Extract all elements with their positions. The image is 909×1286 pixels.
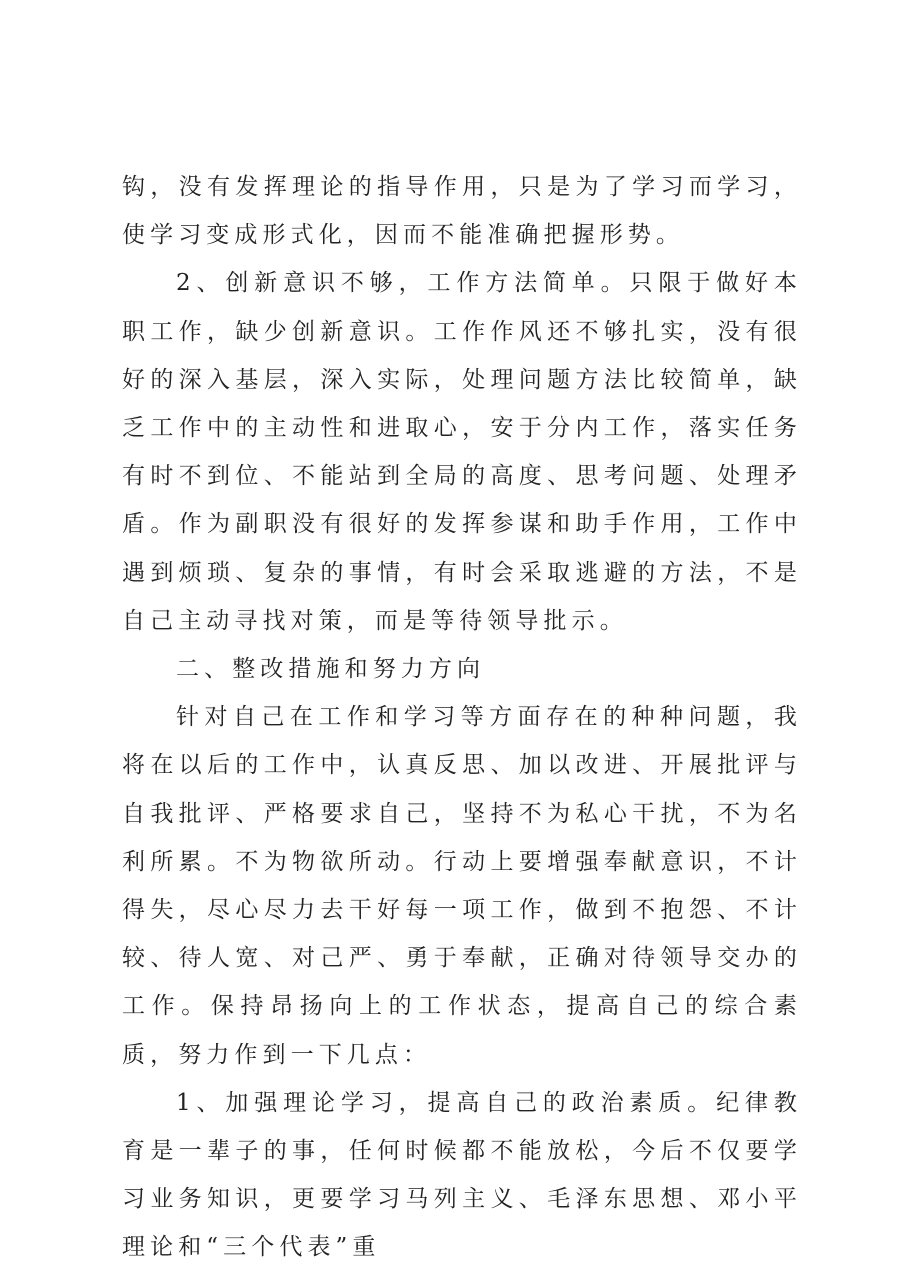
paragraph-continuation: 钩，没有发挥理论的指导作用，只是为了学习而学习，使学习变成形式化，因而不能准确把握形势。 xyxy=(122,174,802,249)
document-body xyxy=(122,163,802,1272)
paragraph-theory-study: 1、加强理论学习，提高自己的政治素质。纪律教育是一辈子的事，任何时候都不能放松，今后不仅要学习业务知识，更要学习马列主义、毛泽东思想、邓小平理论和“三个代表”重 xyxy=(122,1089,802,1261)
paragraph-rectification-measures: 针对自己在工作和学习等方面存在的种种问题，我将在以后的工作中，认真反思、加以改进、开展批评与自我批评、严格要求自己，坚持不为私心干扰，不为名利所累。不为物欲所动。行动上要增强奉献意识，不计得失，尽心尽力去干好每一项工作，做到不抱怨、不计较、待人宽、对己严、勇于奉献，正确对待领导交办的工作。保持昂扬向上的工作状态，提高自己的综合素质，努力作到一下几点： xyxy=(122,704,802,1068)
section-heading-rectification: 二、整改措施和努力方向 xyxy=(176,656,486,683)
paragraph-innovation-awareness: 2、创新意识不够，工作方法简单。只限于做好本职工作，缺少创新意识。工作作风还不够扎实，没有很好的深入基层，深入实际，处理问题方法比较简单，缺乏工作中的主动性和进取心，安于分内工作，落实任务有时不到位、不能站到全局的高度、思考问题、处理矛盾。作为副职没有很好的发挥参谋和助手作用，工作中遇到烦琐、复杂的事情，有时会采取逃避的方法，不是自己主动寻找对策，而是等待领导批示。 xyxy=(122,270,802,634)
